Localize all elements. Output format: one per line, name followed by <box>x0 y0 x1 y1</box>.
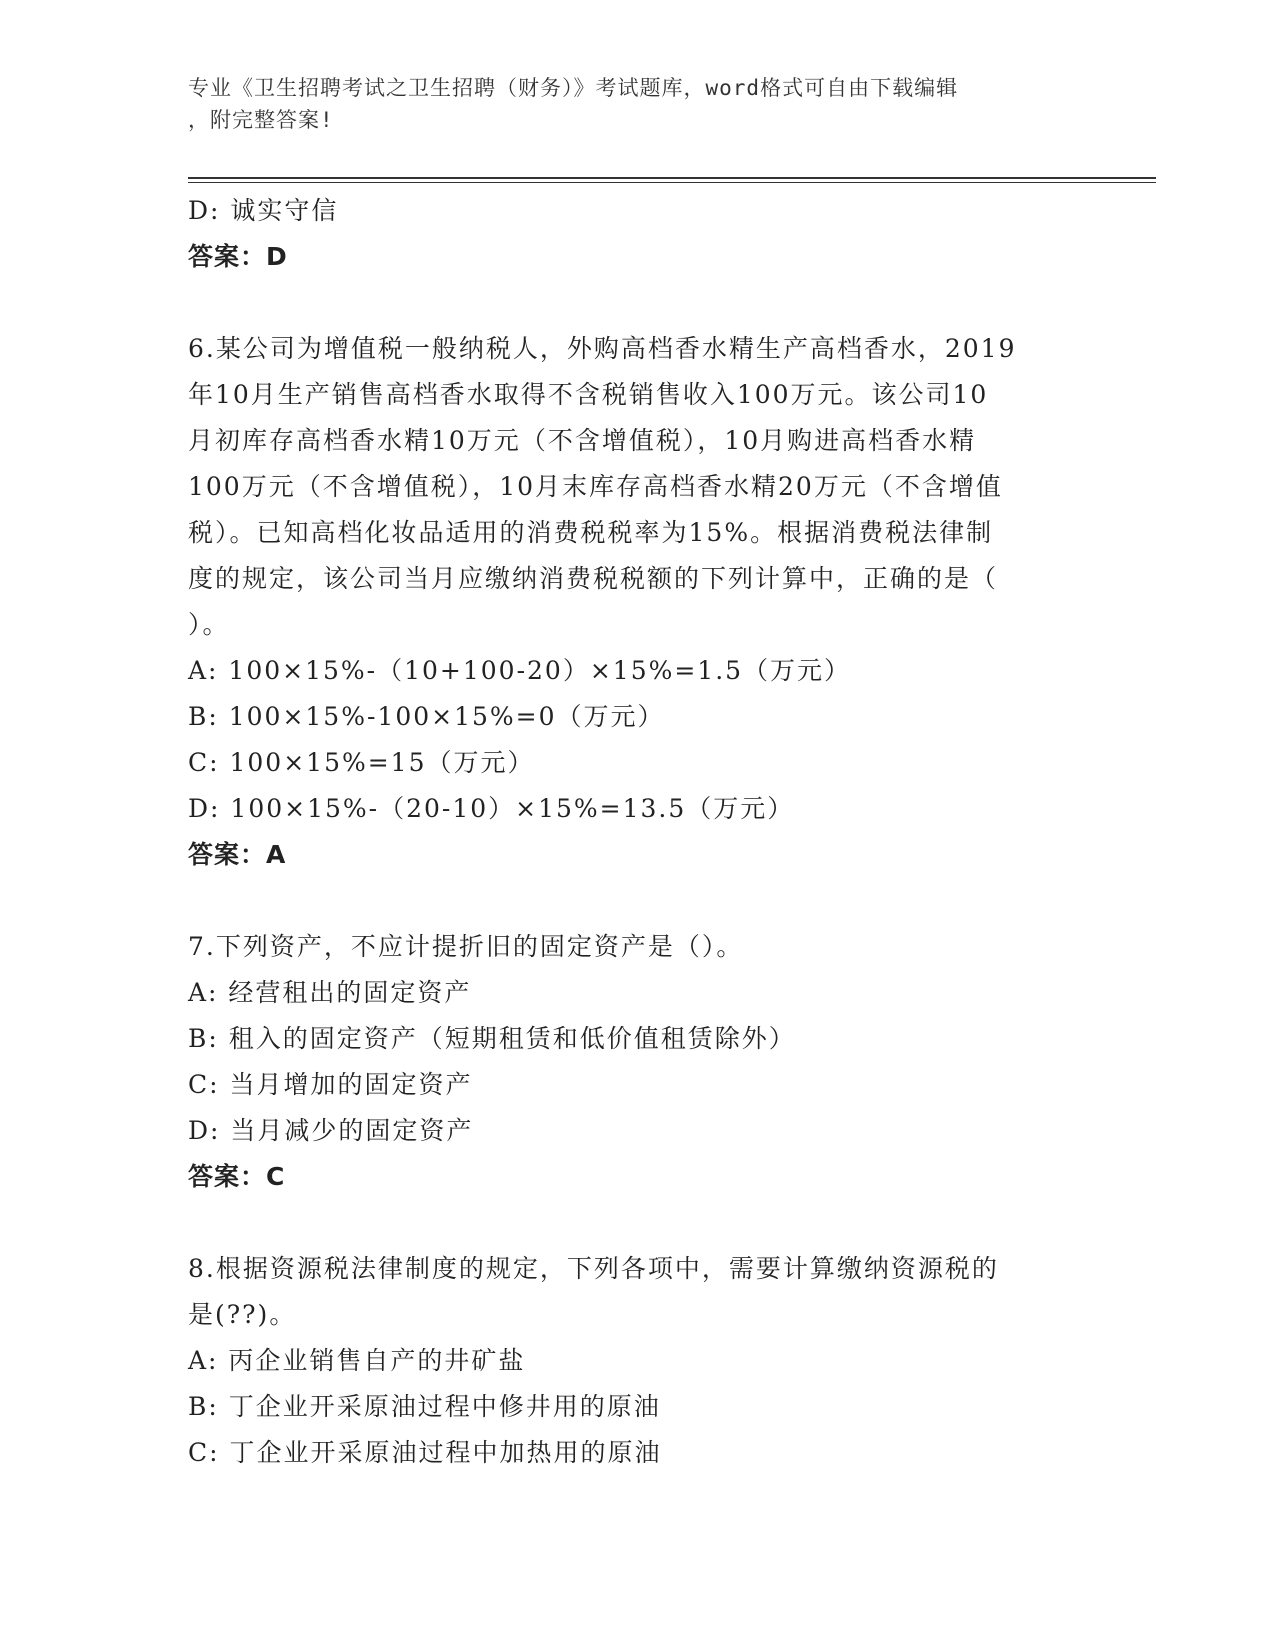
question-6 <box>188 326 1088 878</box>
q6-stem-line: 100万元（不含增值税），10月末库存高档香水精20万元（不含增值 <box>188 472 1003 501</box>
header-divider-thick <box>188 177 1156 179</box>
q7-answer: 答案：C <box>188 1162 286 1191</box>
q6-option-c: C: 100×15%=15（万元） <box>188 748 535 777</box>
header-line-2: ，附完整答案! <box>188 108 334 132</box>
q8-stem-line: 是(??)。 <box>188 1300 297 1329</box>
q6-stem-line: 年10月生产销售高档香水取得不含税销售收入100万元。该公司10 <box>188 380 989 409</box>
question-7 <box>188 924 1088 1200</box>
q6-stem-line: ）。 <box>188 610 230 639</box>
spacer <box>188 878 1088 924</box>
header-divider-thin <box>188 182 1156 183</box>
q6-stem-line: 税）。已知高档化妆品适用的消费税税率为15%。根据消费税法律制 <box>188 518 994 547</box>
q6-stem-line: 度的规定，该公司当月应缴纳消费税税额的下列计算中，正确的是（ <box>188 564 999 593</box>
q6-stem-line: 6.某公司为增值税一般纳税人，外购高档香水精生产高档香水，2019 <box>188 334 1017 363</box>
spacer <box>188 1200 1088 1246</box>
q7-option-d: D: 当月减少的固定资产 <box>188 1116 474 1145</box>
q6-option-b: B: 100×15%-100×15%=0（万元） <box>188 702 665 731</box>
q7-option-c: C: 当月增加的固定资产 <box>188 1070 473 1099</box>
header-line-1: 专业《卫生招聘考试之卫生招聘（财务）》考试题库，word格式可自由下载编辑 <box>188 76 959 100</box>
q6-option-a: A: 100×15%-（10+100-20）×15%=1.5（万元） <box>188 656 852 685</box>
question-5-tail <box>188 188 1088 280</box>
spacer <box>188 280 1088 326</box>
question-content <box>188 188 1088 1476</box>
q6-option-d: D: 100×15%-（20-10）×15%=13.5（万元） <box>188 794 795 823</box>
question-8 <box>188 1246 1088 1476</box>
q8-option-b: B: 丁企业开采原油过程中修井用的原油 <box>188 1392 661 1421</box>
q5-option-d: D: 诚实守信 <box>188 196 339 225</box>
q8-option-a: A: 丙企业销售自产的井矿盐 <box>188 1346 526 1375</box>
q8-option-c: C: 丁企业开采原油过程中加热用的原油 <box>188 1438 662 1467</box>
q7-stem: 7.下列资产，不应计提折旧的固定资产是（）。 <box>188 932 744 961</box>
q5-answer: 答案：D <box>188 242 288 271</box>
document-header <box>188 72 1088 136</box>
q7-option-b: B: 租入的固定资产（短期租赁和低价值租赁除外） <box>188 1024 796 1053</box>
q7-option-a: A: 经营租出的固定资产 <box>188 978 472 1007</box>
q6-answer: 答案：A <box>188 840 287 869</box>
q6-stem-line: 月初库存高档香水精10万元（不含增值税），10月购进高档香水精 <box>188 426 977 455</box>
q8-stem-line: 8.根据资源税法律制度的规定，下列各项中，需要计算缴纳资源税的 <box>188 1254 999 1283</box>
